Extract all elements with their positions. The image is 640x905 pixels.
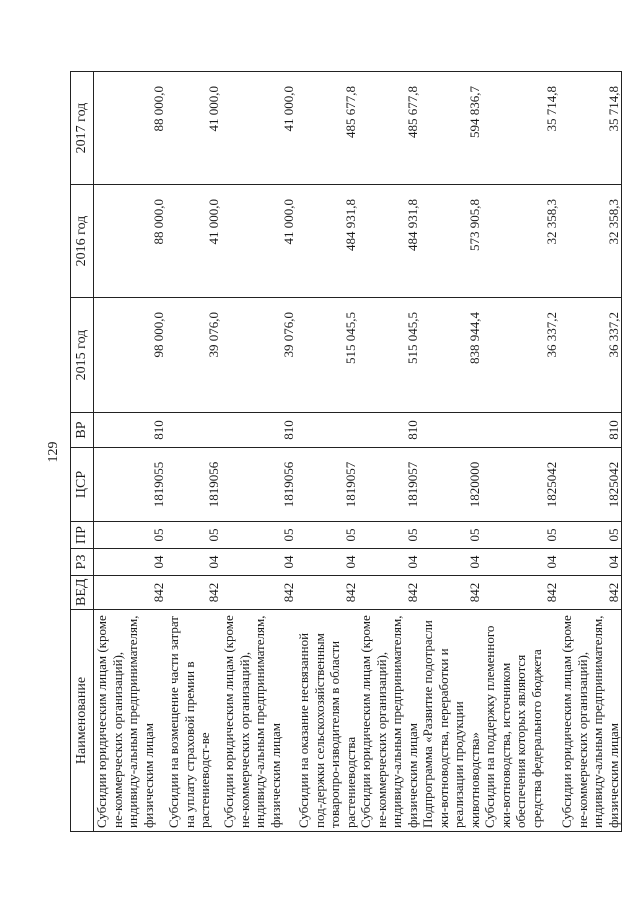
- row-2016: 41 000,0: [221, 185, 296, 298]
- row-csr: 1819057: [296, 448, 358, 522]
- row-pr: 05: [358, 522, 420, 549]
- row-2017: 594 836,7: [420, 72, 482, 185]
- row-csr: 1825042: [559, 448, 622, 522]
- row-2017: 35 714,8: [559, 72, 622, 185]
- row-2015: 36 337,2: [482, 298, 559, 413]
- header-2016: 2016 год: [71, 185, 94, 298]
- row-ved: 842: [94, 576, 167, 610]
- table-row: [221, 72, 296, 832]
- table-row: [358, 72, 420, 832]
- row-pr: 05: [559, 522, 622, 549]
- row-2017: 88 000,0: [94, 72, 167, 185]
- row-2017: 41 000,0: [221, 72, 296, 185]
- row-rz: 04: [482, 549, 559, 576]
- header-rz: РЗ: [71, 549, 94, 576]
- row-pr: 05: [296, 522, 358, 549]
- row-pr: 05: [221, 522, 296, 549]
- row-ved: 842: [296, 576, 358, 610]
- header-ved: ВЕД: [71, 576, 94, 610]
- row-rz: 04: [94, 549, 167, 576]
- row-vr: 810: [559, 413, 622, 448]
- row-csr: 1820000: [420, 448, 482, 522]
- row-vr: 810: [94, 413, 167, 448]
- page-number: 129: [46, 441, 61, 463]
- row-2016: 32 358,3: [482, 185, 559, 298]
- row-rz: 04: [420, 549, 482, 576]
- row-csr: 1819055: [94, 448, 167, 522]
- table-row: [420, 72, 482, 832]
- budget-table: [70, 71, 622, 832]
- table-row: [94, 72, 167, 832]
- row-rz: 04: [296, 549, 358, 576]
- row-vr: [420, 413, 482, 448]
- header-csr: ЦСР: [71, 448, 94, 522]
- row-rz: 04: [221, 549, 296, 576]
- row-2015: 838 944,4: [420, 298, 482, 413]
- row-name: Субсидии на поддержку племенного жи-вотноводства, источником обеспечения которых являются средства федерального бюджета: [482, 610, 559, 832]
- row-name: Субсидии юридическим лицам (кроме не-коммерческих организаций), индивиду-альным предпринимателям, физическим лицам: [94, 610, 167, 832]
- row-vr: [482, 413, 559, 448]
- table-row: [482, 72, 559, 832]
- row-2016: 41 000,0: [166, 185, 221, 298]
- row-2017: 41 000,0: [166, 72, 221, 185]
- row-pr: 05: [482, 522, 559, 549]
- row-pr: 05: [166, 522, 221, 549]
- row-2016: 484 931,8: [296, 185, 358, 298]
- row-2015: 515 045,5: [358, 298, 420, 413]
- header-2017: 2017 год: [71, 72, 94, 185]
- row-vr: [166, 413, 221, 448]
- row-name: Субсидии юридическим лицам (кроме не-коммерческих организаций), индивиду-альным предпринимателям, физическим лицам: [559, 610, 622, 832]
- table-row: [559, 72, 622, 832]
- row-pr: 05: [420, 522, 482, 549]
- row-rz: 04: [166, 549, 221, 576]
- row-rz: 04: [358, 549, 420, 576]
- row-2017: 35 714,8: [482, 72, 559, 185]
- header-vr: ВР: [71, 413, 94, 448]
- row-name: Субсидии юридическим лицам (кроме не-коммерческих организаций), индивиду-альным предпринимателям, физическим лицам: [221, 610, 296, 832]
- row-2015: 39 076,0: [221, 298, 296, 413]
- header-name: Наименование: [71, 610, 94, 832]
- row-vr: 810: [358, 413, 420, 448]
- row-2017: 485 677,8: [358, 72, 420, 185]
- header-row: [71, 72, 94, 832]
- header-pr: ПР: [71, 522, 94, 549]
- row-2015: 39 076,0: [166, 298, 221, 413]
- table-row: [296, 72, 358, 832]
- row-rz: 04: [559, 549, 622, 576]
- row-name: Субсидии на оказание несвязанной под-держки сельскохозяйственным товаропро-изводителям в области растениеводства: [296, 610, 358, 832]
- row-ved: 842: [559, 576, 622, 610]
- row-2016: 484 931,8: [358, 185, 420, 298]
- row-csr: 1819056: [221, 448, 296, 522]
- header-2015: 2015 год: [71, 298, 94, 413]
- row-name: Субсидии на возмещение части затрат на уплату страховой премии в растениеводст-ве: [166, 610, 221, 832]
- row-ved: 842: [221, 576, 296, 610]
- rotated-page: [46, 72, 621, 832]
- table-row: [166, 72, 221, 832]
- row-2016: 88 000,0: [94, 185, 167, 298]
- row-ved: 842: [482, 576, 559, 610]
- row-2015: 98 000,0: [94, 298, 167, 413]
- row-csr: 1825042: [482, 448, 559, 522]
- row-2016: 32 358,3: [559, 185, 622, 298]
- row-pr: 05: [94, 522, 167, 549]
- row-2015: 515 045,5: [296, 298, 358, 413]
- row-csr: 1819056: [166, 448, 221, 522]
- row-name: Субсидии юридическим лицам (кроме не-коммерческих организаций), индивиду-альным предпринимателям, физическим лицам: [358, 610, 420, 832]
- row-name: Подпрограмма «Развитие подотрасли жи-вотноводства, переработки и реализации продукции животноводства»: [420, 610, 482, 832]
- row-ved: 842: [420, 576, 482, 610]
- row-2017: 485 677,8: [296, 72, 358, 185]
- row-ved: 842: [358, 576, 420, 610]
- row-2015: 36 337,2: [559, 298, 622, 413]
- row-vr: [296, 413, 358, 448]
- row-csr: 1819057: [358, 448, 420, 522]
- row-vr: 810: [221, 413, 296, 448]
- row-2016: 573 905,8: [420, 185, 482, 298]
- row-ved: 842: [166, 576, 221, 610]
